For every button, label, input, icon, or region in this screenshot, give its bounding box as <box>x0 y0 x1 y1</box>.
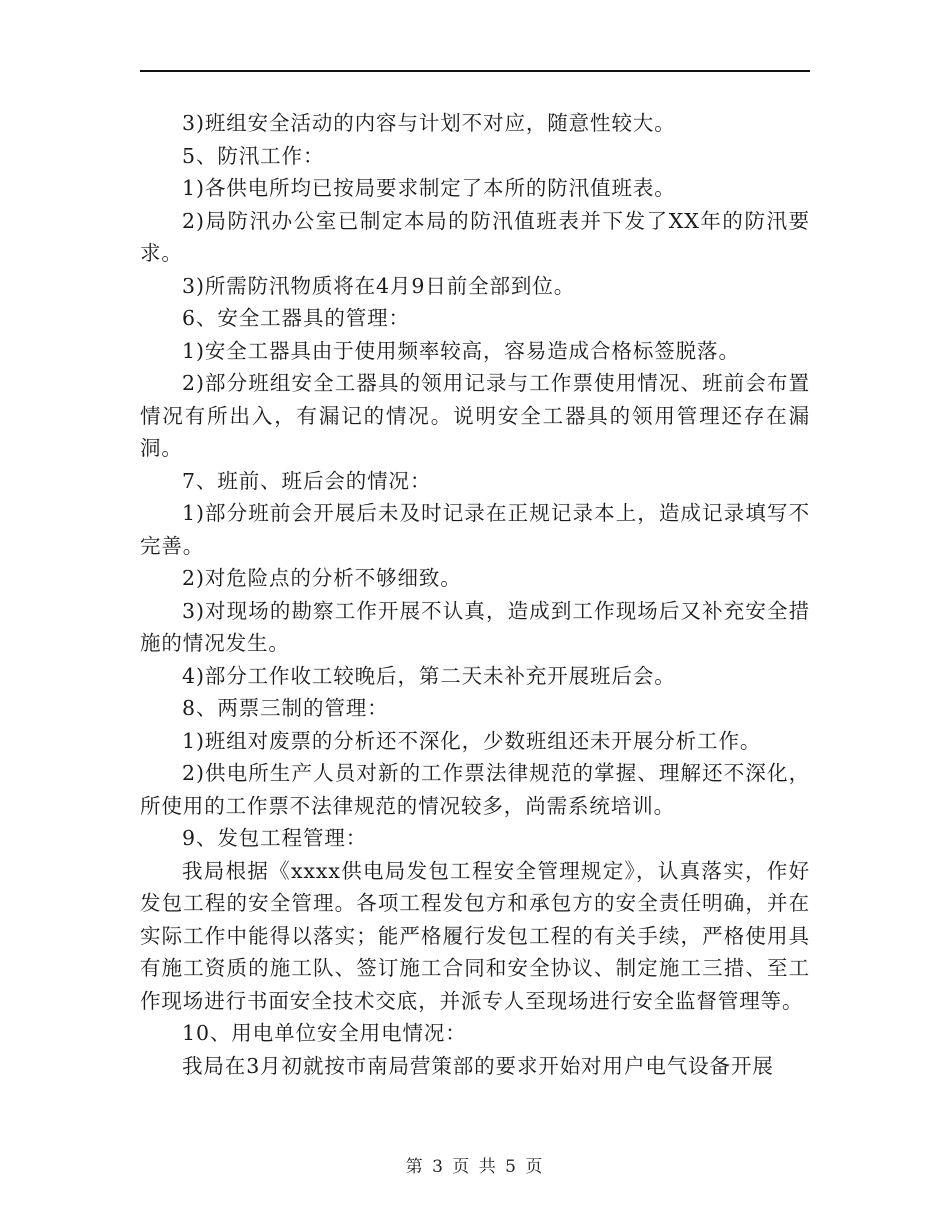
section-heading: 6、安全工器具的管理： <box>182 306 410 330</box>
page-number-footer: 第 3 页 共 5 页 <box>405 1157 545 1177</box>
header-rule <box>140 70 810 72</box>
paragraph: 2)局防汛办公室已制定本局的防汛值班表并下发了XX年的防汛要求。 <box>140 208 810 265</box>
section-heading: 8、两票三制的管理： <box>182 696 389 720</box>
paragraph: 4)部分工作收工较晚后，第二天未补充开展班后会。 <box>182 663 676 688</box>
paragraph: 1)部分班前会开展后未及时记录在正规记录本上，造成记录填写不完善。 <box>140 501 810 558</box>
paragraph: 3)对现场的勘察工作开展不认真，造成到工作现场后又补充安全措施的情况发生。 <box>140 598 810 655</box>
document-body <box>140 107 810 1082</box>
paragraph: 我局在3月初就按市南局营策部的要求开始对用户电气设备开展 <box>182 1053 774 1078</box>
paragraph: 1)班组对废票的分析还不深化，少数班组还未开展分析工作。 <box>182 728 762 753</box>
section-heading: 7、班前、班后会的情况： <box>182 468 432 493</box>
paragraph: 2)部分班组安全工器具的领用记录与工作票使用情况、班前会布置情况有所出入，有漏记的情况。说明安全工器具的领用管理还存在漏洞。 <box>140 371 810 460</box>
paragraph: 2)对危险点的分析不够细致。 <box>182 566 462 590</box>
section-heading: 5、防汛工作： <box>182 143 325 168</box>
paragraph: 1)安全工器具由于使用频率较高，容易造成合格标签脱落。 <box>182 338 740 363</box>
paragraph: 3)班组安全活动的内容与计划不对应，随意性较大。 <box>182 111 676 135</box>
section-heading: 10、用电单位安全用电情况： <box>182 1021 467 1045</box>
section-heading: 9、发包工程管理： <box>182 826 368 850</box>
paragraph: 3)所需防汛物质将在4月9日前全部到位。 <box>182 273 576 298</box>
paragraph: 1)各供电所均已按局要求制定了本所的防汛值班表。 <box>182 176 676 200</box>
paragraph: 2)供电所生产人员对新的工作票法律规范的掌握、理解还不深化，所使用的工作票不法律规范的情况较多，尚需系统培训。 <box>140 761 810 818</box>
paragraph: 我局根据《xxxx供电局发包工程安全管理规定》，认真落实，作好发包工程的安全管理。各项工程发包方和承包方的安全责任明确，并在实际工作中能得以落实；能严格履行发包工程的有关手续，严格使用具有施工资质的施工队、签订施工合同和安全协议、制定施工三措、至工作现场进行书面安全技术交底，并派专人至现场进行安全监督管理等。 <box>140 858 810 1013</box>
